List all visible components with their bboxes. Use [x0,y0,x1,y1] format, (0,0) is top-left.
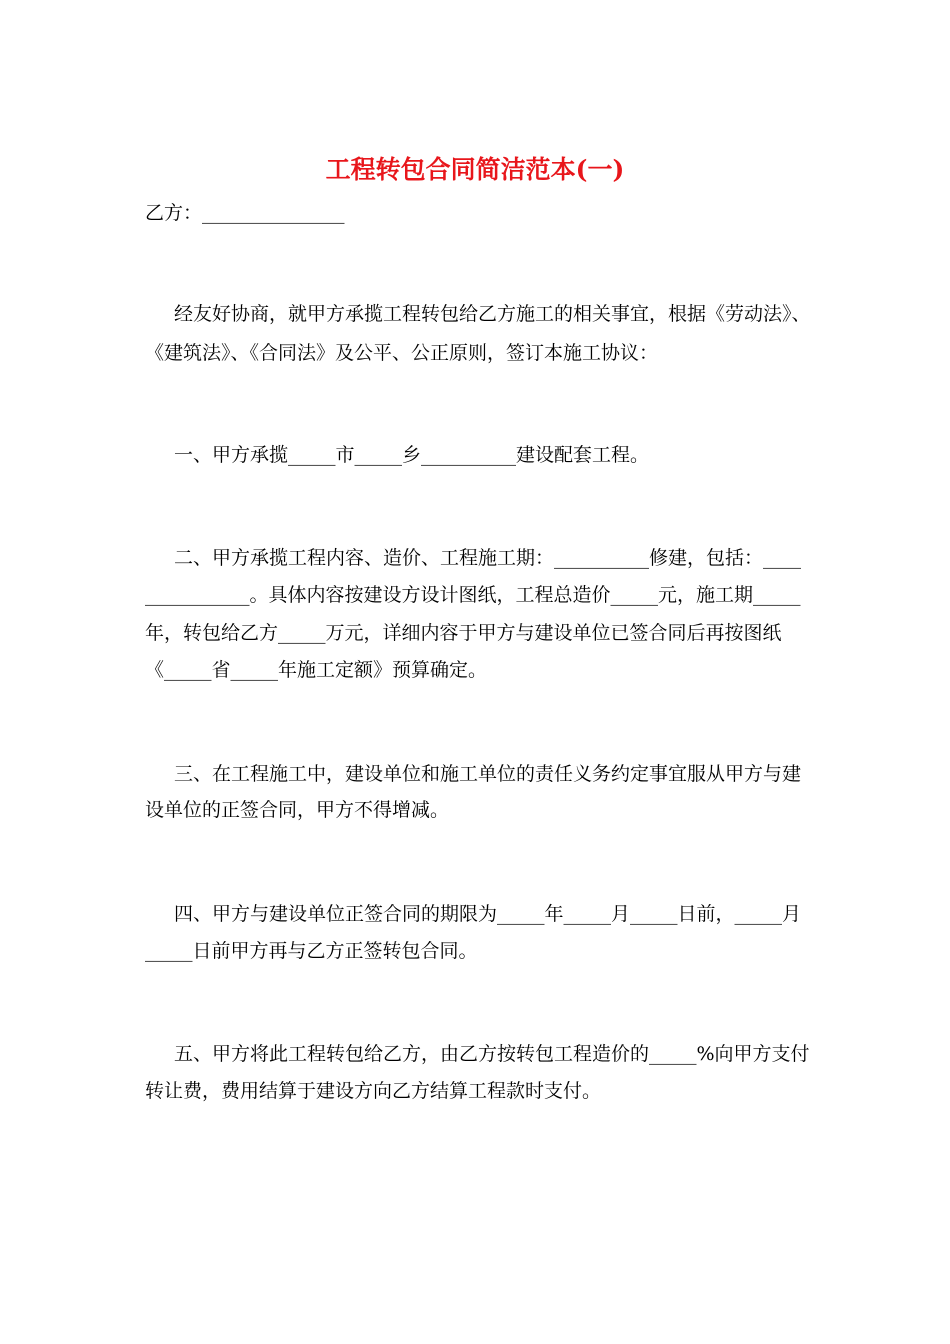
clause-5-line-2: 转让费，费用结算于建设方向乙方结算工程款时支付。 [145,1080,602,1102]
clause-4-line-1: 四、甲方与建设单位正签合同的期限为_____年_____月_____日前，_____月 [174,903,802,925]
clause-2-line-2: ___________。具体内容按建设方设计图纸，工程总造价_____元，施工期_____ [145,584,801,606]
clause-1-line-1: 一、甲方承揽_____市_____乡__________建设配套工程。 [174,444,650,466]
clause-3-line-2: 设单位的正签合同，甲方不得增减。 [145,799,450,821]
clause-2-line-1: 二、甲方承揽工程内容、造价、工程施工期：__________修建，包括：____ [174,547,802,569]
party-b-line: 乙方：_______________ [145,202,345,224]
clause-5-line-1: 五、甲方将此工程转包给乙方，由乙方按转包工程造价的_____%向甲方支付 [174,1043,810,1065]
clause-3-line-1: 三、在工程施工中，建设单位和施工单位的责任义务约定事宜服从甲方与建 [174,763,802,785]
clause-2-line-4: 《_____省_____年施工定额》预算确定。 [145,659,488,681]
clause-4-line-2: _____日前甲方再与乙方正签转包合同。 [145,940,478,962]
clause-2-line-3: 年，转包给乙方_____万元，详细内容于甲方与建设单位已签合同后再按图纸 [145,622,782,644]
document-title: 工程转包合同简洁范本(一) [325,155,625,184]
intro-line-1: 经友好协商，就甲方承揽工程转包给乙方施工的相关事宜，根据《劳动法》、 [174,303,811,325]
intro-line-2: 《建筑法》、《合同法》及公平、公正原则，签订本施工协议： [145,342,659,364]
